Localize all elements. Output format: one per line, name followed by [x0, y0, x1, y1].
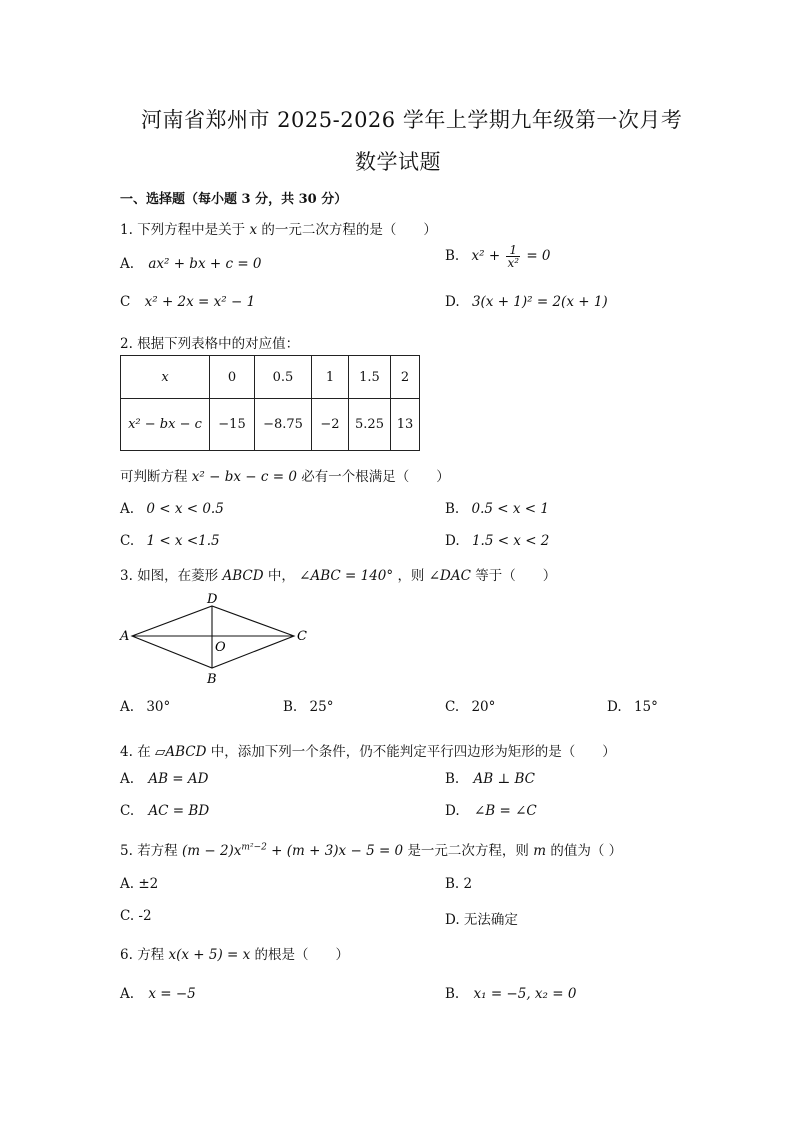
question-2 — [120, 332, 299, 352]
document-title: 河南省郑州市 2025-2026 学年上学期九年级第一次月考 — [141, 108, 683, 132]
option-b[interactable] — [283, 699, 333, 715]
document-subtitle: 数学试题 — [355, 150, 441, 174]
question-number: 5. — [120, 843, 133, 859]
option-d[interactable]: D. 无法确定 — [445, 912, 518, 928]
option-label: A. — [120, 771, 135, 787]
fraction — [506, 244, 520, 269]
table-cell: −15 — [210, 399, 255, 451]
option-b[interactable] — [445, 771, 535, 787]
question-math: ABCD — [222, 568, 264, 584]
option-math: ax² + bx + c = 0 — [148, 256, 262, 272]
option-label: C — [120, 294, 131, 310]
question-text: 若方程 — [137, 843, 178, 859]
table-cell: 1.5 — [349, 356, 391, 399]
table-cell: 0 — [210, 356, 255, 399]
question-number: 1. — [120, 222, 133, 238]
vertex-label-c: C — [297, 629, 307, 644]
question-math: x² − bx − c = 0 — [191, 469, 297, 485]
question-3 — [120, 564, 556, 584]
option-c[interactable]: C. -2 — [120, 908, 152, 924]
option-label: B. — [445, 986, 460, 1002]
option-math: x = −5 — [148, 986, 196, 1002]
option-c[interactable] — [120, 533, 220, 549]
option-a[interactable] — [120, 699, 170, 715]
center-label-o: O — [215, 640, 226, 655]
option-value: 20° — [471, 699, 496, 715]
question-math: (m − 2)x — [181, 843, 242, 859]
question-math: + (m + 3)x − 5 = 0 — [266, 843, 404, 859]
table-cell: 5.25 — [349, 399, 391, 451]
option-label: A. — [120, 699, 135, 715]
option-b[interactable] — [445, 986, 576, 1002]
option-math: AC = BD — [148, 803, 210, 819]
option-label: D. — [445, 533, 460, 549]
question-text: 可判断方程 — [120, 469, 188, 485]
option-label: C. — [445, 699, 460, 715]
question-1 — [120, 218, 437, 238]
option-b[interactable]: B. 2 — [445, 876, 473, 892]
option-a[interactable]: A. ±2 — [120, 876, 159, 892]
option-label: A. — [120, 501, 135, 517]
vertex-label-b: B — [207, 672, 217, 687]
rhombus-outline — [132, 606, 294, 668]
option-math: AB = AD — [148, 771, 209, 787]
question-text: 的值为（ ） — [550, 843, 623, 859]
value-table — [120, 355, 420, 451]
option-label: A. — [120, 256, 135, 272]
vertex-label-d: D — [207, 592, 218, 607]
table-row — [121, 356, 420, 399]
option-b[interactable] — [445, 501, 549, 517]
vertex-label-a: A — [120, 629, 130, 644]
option-math: 1.5 < x < 2 — [471, 533, 550, 549]
table-cell: 1 — [312, 356, 349, 399]
option-value: 30° — [146, 699, 171, 715]
option-label: D. — [445, 803, 460, 819]
question-text: 如图，在菱形 — [137, 568, 219, 584]
exponent: m²−2 — [241, 842, 267, 853]
question-text: ，则 — [397, 568, 425, 584]
option-value: 25° — [309, 699, 334, 715]
option-math: 0 < x < 0.5 — [146, 501, 224, 517]
option-label: B. — [283, 699, 298, 715]
question-4 — [120, 740, 616, 760]
table-cell: −2 — [312, 399, 349, 451]
option-math: x² + 2x = x² − 1 — [144, 294, 256, 310]
question-number: 6. — [120, 947, 133, 963]
option-math: 1 < x <1.5 — [146, 533, 220, 549]
option-label: B. — [445, 771, 460, 787]
fraction-numerator: 1 — [506, 244, 520, 257]
table-cell: 2 — [391, 356, 420, 399]
question-text: 是一元二次方程，则 — [407, 843, 529, 859]
question-text: 必有一个根满足（ ） — [301, 469, 450, 485]
question-number: 2. — [120, 336, 133, 352]
option-label: C. — [120, 803, 135, 819]
option-label: B. — [445, 248, 460, 264]
option-math: = 0 — [526, 248, 551, 264]
fraction-denominator: x² — [507, 256, 520, 270]
question-text: 方程 — [137, 947, 165, 963]
question-math: x(x + 5) = x — [168, 947, 251, 963]
option-label: D. — [607, 699, 622, 715]
option-c[interactable] — [120, 294, 255, 310]
question-text: 中，添加下列一个条件，仍不能判定平行四边形为矩形的是（ ） — [210, 744, 616, 760]
math-var: x — [249, 222, 258, 238]
option-label: D. — [445, 294, 460, 310]
question-text: 在 — [137, 744, 151, 760]
section-heading: 一、选择题（每小题 3 分，共 30 分） — [120, 192, 348, 207]
option-label: A. — [120, 986, 135, 1002]
option-math: x₁ = −5, x₂ = 0 — [473, 986, 577, 1002]
option-a[interactable] — [120, 771, 208, 787]
option-math: 0.5 < x < 1 — [471, 501, 549, 517]
option-math: x² + — [471, 248, 501, 264]
option-d[interactable] — [445, 803, 537, 819]
question-text: 等于（ ） — [475, 568, 557, 584]
option-math: ∠B = ∠C — [473, 803, 537, 819]
table-cell: 0.5 — [255, 356, 312, 399]
table-cell: x — [121, 356, 210, 399]
question-math: ∠ABC = 140° — [299, 568, 394, 584]
question-text: 的一元二次方程的是（ ） — [261, 222, 437, 238]
option-math: AB ⊥ BC — [473, 771, 535, 787]
question-text: 根据下列表格中的对应值： — [137, 336, 300, 352]
option-d[interactable] — [607, 699, 658, 715]
table-cell: −8.75 — [255, 399, 312, 451]
table-cell: 13 — [391, 399, 420, 451]
question-number: 3. — [120, 568, 133, 584]
table-cell: x² − bx − c — [121, 399, 210, 451]
rhombus-figure — [112, 588, 312, 688]
question-math: ∠DAC — [428, 568, 471, 584]
option-label: C. — [120, 533, 135, 549]
question-text: 的根是（ ） — [254, 947, 350, 963]
option-a[interactable] — [120, 501, 224, 517]
question-5 — [120, 839, 622, 859]
math-var: m — [533, 843, 547, 859]
option-c[interactable] — [120, 803, 209, 819]
table-row — [121, 399, 420, 451]
option-d[interactable] — [445, 533, 549, 549]
option-a[interactable] — [120, 986, 196, 1002]
option-math: 3(x + 1)² = 2(x + 1) — [471, 294, 608, 310]
option-c[interactable] — [445, 699, 495, 715]
option-label: B. — [445, 501, 460, 517]
question-text: 中， — [267, 568, 295, 584]
question-number: 4. — [120, 744, 133, 760]
question-2-judgement — [120, 465, 450, 485]
option-a[interactable] — [120, 256, 262, 272]
question-math: ▱ABCD — [154, 744, 207, 760]
option-d[interactable] — [445, 294, 608, 310]
option-value: 15° — [633, 699, 658, 715]
option-b[interactable] — [445, 244, 551, 269]
question-6 — [120, 943, 349, 963]
question-text: 下列方程中是关于 — [137, 222, 246, 238]
